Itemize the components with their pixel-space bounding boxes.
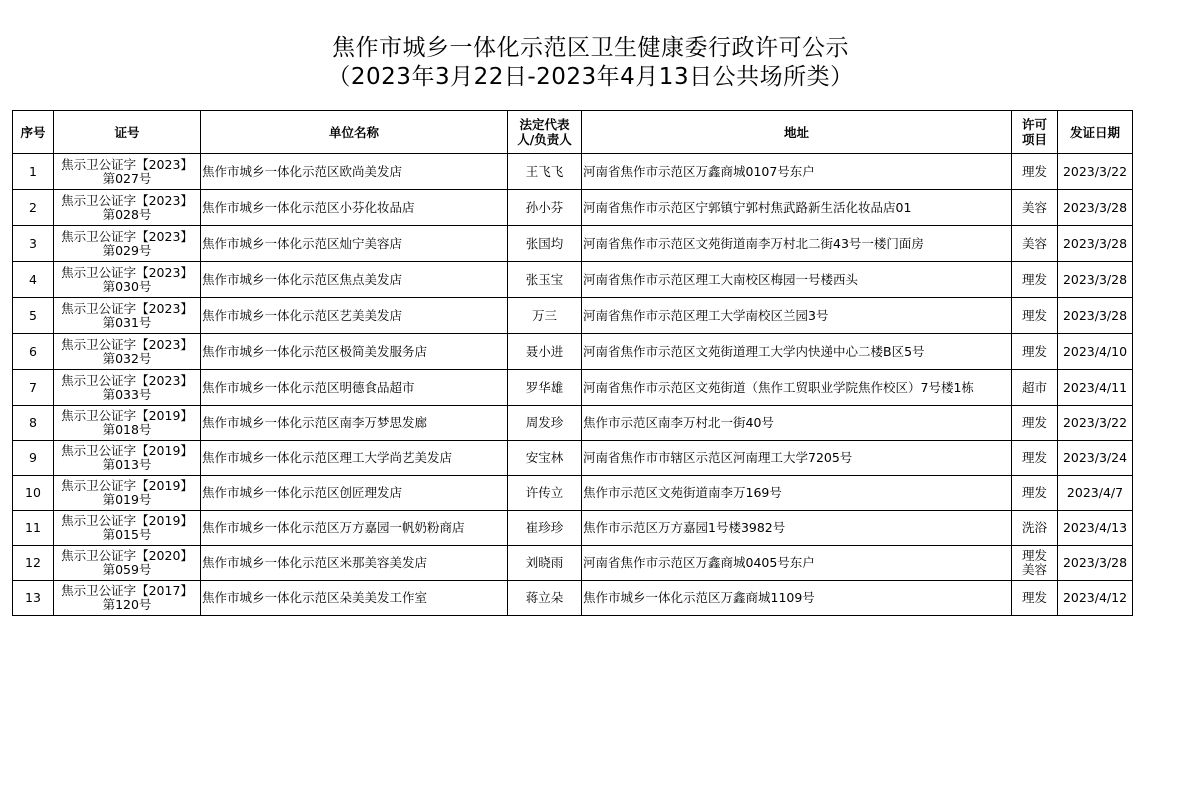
cell-date: 2023/4/13 (1058, 511, 1133, 546)
table-row (13, 476, 1133, 511)
cell-cert-line1: 焦示卫公证字【2023】 (61, 156, 193, 172)
cell-unit: 焦作市城乡一体化示范区朵美美发工作室 (201, 581, 508, 616)
header-type (1012, 111, 1058, 154)
table-row (13, 546, 1133, 581)
cell-person: 罗华雄 (508, 370, 582, 406)
cell-type-line1: 超市 (1021, 379, 1047, 395)
cell-date: 2023/3/24 (1058, 441, 1133, 476)
cell-type-line1: 理发 (1021, 271, 1047, 287)
cell-address: 河南省焦作市示范区宁郭镇宁郭村焦武路新生活化妆品店01 (582, 190, 1012, 226)
cell-type-line1: 理发 (1021, 485, 1047, 500)
cell-cert (54, 190, 201, 226)
cell-date: 2023/3/28 (1058, 546, 1133, 581)
cell-seq: 12 (13, 546, 54, 581)
header-person-line1: 法定代表 (519, 117, 570, 132)
cell-seq: 8 (13, 406, 54, 441)
cell-person: 万三 (508, 298, 582, 334)
cell-person: 许传立 (508, 476, 582, 511)
cell-address: 河南省焦作市示范区万鑫商城0107号东户 (582, 154, 1012, 190)
cell-type-line1: 美容 (1021, 199, 1047, 215)
cell-cert (54, 476, 201, 511)
cell-type (1012, 334, 1058, 370)
cell-type (1012, 262, 1058, 298)
cell-date: 2023/3/22 (1058, 154, 1133, 190)
cell-cert (54, 406, 201, 441)
cell-person: 孙小芬 (508, 190, 582, 226)
header-address: 地址 (582, 111, 1012, 154)
cell-type (1012, 406, 1058, 441)
cell-type-line1: 理发 (1021, 450, 1047, 465)
cell-unit: 焦作市城乡一体化示范区理工大学尚艺美发店 (201, 441, 508, 476)
cell-address: 河南省焦作市市辖区示范区河南理工大学7205号 (582, 441, 1012, 476)
cell-cert-line1: 焦示卫公证字【2023】 (61, 372, 193, 388)
cell-person: 张玉宝 (508, 262, 582, 298)
header-seq: 序号 (13, 111, 54, 154)
cell-cert-line1: 焦示卫公证字【2023】 (61, 192, 193, 208)
cell-type (1012, 546, 1058, 581)
cell-address: 河南省焦作市示范区理工大南校区梅园一号楼西头 (582, 262, 1012, 298)
cell-cert (54, 262, 201, 298)
cell-date: 2023/3/28 (1058, 298, 1133, 334)
cell-type-line2: 美容 (1021, 562, 1047, 577)
cell-address: 河南省焦作市示范区文苑街道理工大学内快递中心二楼B区5号 (582, 334, 1012, 370)
license-table (12, 110, 1133, 616)
table-row (13, 406, 1133, 441)
cell-type-line1: 理发 (1021, 343, 1047, 359)
table-body (13, 154, 1133, 616)
cell-date: 2023/3/22 (1058, 406, 1133, 441)
cell-seq: 2 (13, 190, 54, 226)
cell-cert-line2: 第015号 (102, 527, 152, 542)
cell-address: 焦作市示范区万方嘉园1号楼3982号 (582, 511, 1012, 546)
cell-cert-line2: 第031号 (102, 314, 152, 330)
cell-type (1012, 226, 1058, 262)
cell-unit: 焦作市城乡一体化示范区焦点美发店 (201, 262, 508, 298)
cell-seq: 9 (13, 441, 54, 476)
cell-type (1012, 476, 1058, 511)
cell-type-line1: 理发 (1021, 415, 1047, 430)
header-unit: 单位名称 (201, 111, 508, 154)
cell-cert-line1: 焦示卫公证字【2019】 (61, 513, 193, 528)
cell-cert-line1: 焦示卫公证字【2020】 (61, 548, 193, 563)
cell-cert-line2: 第018号 (102, 422, 152, 437)
cell-cert-line2: 第032号 (102, 350, 152, 366)
cell-date: 2023/4/11 (1058, 370, 1133, 406)
cell-date: 2023/4/7 (1058, 476, 1133, 511)
cell-person: 刘晓雨 (508, 546, 582, 581)
cell-cert-line2: 第059号 (102, 562, 152, 577)
cell-cert-line1: 焦示卫公证字【2023】 (61, 264, 193, 280)
cell-unit: 焦作市城乡一体化示范区万方嘉园一帆奶粉商店 (201, 511, 508, 546)
cell-date: 2023/3/28 (1058, 226, 1133, 262)
cell-cert-line1: 焦示卫公证字【2017】 (61, 583, 193, 598)
table-row (13, 511, 1133, 546)
cell-unit: 焦作市城乡一体化示范区创匠理发店 (201, 476, 508, 511)
table-row (13, 334, 1133, 370)
cell-unit: 焦作市城乡一体化示范区艺美美发店 (201, 298, 508, 334)
cell-cert (54, 511, 201, 546)
table-row (13, 190, 1133, 226)
cell-date: 2023/3/28 (1058, 262, 1133, 298)
cell-person: 安宝林 (508, 441, 582, 476)
cell-type-line1: 理发 (1021, 307, 1047, 323)
cell-address: 河南省焦作市示范区文苑街道南李万村北二街43号一楼门面房 (582, 226, 1012, 262)
cell-type (1012, 370, 1058, 406)
cell-seq: 10 (13, 476, 54, 511)
cell-type-line1: 理发 (1021, 590, 1047, 605)
cell-address: 河南省焦作市示范区理工大学南校区兰园3号 (582, 298, 1012, 334)
cell-cert-line2: 第013号 (102, 457, 152, 472)
cell-date: 2023/4/12 (1058, 581, 1133, 616)
cell-unit: 焦作市城乡一体化示范区小芬化妆品店 (201, 190, 508, 226)
cell-cert (54, 546, 201, 581)
cell-cert (54, 370, 201, 406)
cell-type-line1: 理发 (1021, 548, 1047, 563)
cell-person: 张国均 (508, 226, 582, 262)
cell-cert (54, 226, 201, 262)
cell-unit: 焦作市城乡一体化示范区极简美发服务店 (201, 334, 508, 370)
cell-cert-line1: 焦示卫公证字【2019】 (61, 408, 193, 423)
cell-seq: 11 (13, 511, 54, 546)
cell-unit: 焦作市城乡一体化示范区明德食品超市 (201, 370, 508, 406)
cell-cert-line1: 焦示卫公证字【2023】 (61, 336, 193, 352)
cell-person: 聂小进 (508, 334, 582, 370)
cell-type (1012, 511, 1058, 546)
cell-seq: 5 (13, 298, 54, 334)
cell-cert (54, 298, 201, 334)
cell-seq: 13 (13, 581, 54, 616)
cell-cert (54, 334, 201, 370)
header-person-line2: 人/负责人 (517, 132, 572, 147)
cell-cert-line2: 第027号 (102, 170, 152, 186)
header-person (508, 111, 582, 154)
cell-unit: 焦作市城乡一体化示范区欧尚美发店 (201, 154, 508, 190)
cell-address: 焦作市示范区文苑街道南李万169号 (582, 476, 1012, 511)
cell-cert-line2: 第033号 (102, 386, 152, 402)
cell-seq: 4 (13, 262, 54, 298)
cell-unit: 焦作市城乡一体化示范区米那美容美发店 (201, 546, 508, 581)
cell-type (1012, 581, 1058, 616)
cell-type-line1: 理发 (1021, 163, 1047, 179)
table-row (13, 581, 1133, 616)
cell-unit: 焦作市城乡一体化示范区灿宁美容店 (201, 226, 508, 262)
cell-cert-line2: 第030号 (102, 278, 152, 294)
cell-address: 河南省焦作市示范区万鑫商城0405号东户 (582, 546, 1012, 581)
header-cert: 证号 (54, 111, 201, 154)
cell-person: 蒋立朵 (508, 581, 582, 616)
cell-type (1012, 154, 1058, 190)
cell-person: 王飞飞 (508, 154, 582, 190)
cell-seq: 3 (13, 226, 54, 262)
header-type-line1: 许可 (1021, 117, 1047, 132)
cell-unit: 焦作市城乡一体化示范区南李万梦思发廊 (201, 406, 508, 441)
page-subtitle: （2023年3月22日-2023年4月13日公共场所类） (327, 64, 854, 90)
cell-cert-line2: 第019号 (102, 492, 152, 507)
cell-cert (54, 441, 201, 476)
cell-cert-line1: 焦示卫公证字【2023】 (61, 300, 193, 316)
cell-person: 周发珍 (508, 406, 582, 441)
cell-cert (54, 581, 201, 616)
cell-date: 2023/4/10 (1058, 334, 1133, 370)
table-row (13, 262, 1133, 298)
cell-cert-line1: 焦示卫公证字【2019】 (61, 443, 193, 458)
cell-address: 河南省焦作市示范区文苑街道（焦作工贸职业学院焦作校区）7号楼1栋 (582, 370, 1012, 406)
cell-seq: 7 (13, 370, 54, 406)
cell-date: 2023/3/28 (1058, 190, 1133, 226)
cell-person: 崔珍珍 (508, 511, 582, 546)
cell-seq: 6 (13, 334, 54, 370)
cell-type (1012, 441, 1058, 476)
cell-cert-line2: 第120号 (102, 597, 152, 612)
cell-address: 焦作市示范区南李万村北一街40号 (582, 406, 1012, 441)
page-title-block (0, 34, 1181, 92)
page-title: 焦作市城乡一体化示范区卫生健康委行政许可公示 (332, 35, 849, 61)
cell-cert-line1: 焦示卫公证字【2023】 (61, 228, 193, 244)
cell-type (1012, 190, 1058, 226)
cell-type-line1: 美容 (1021, 235, 1047, 251)
table-row (13, 298, 1133, 334)
cell-cert-line2: 第028号 (102, 206, 152, 222)
table-row (13, 370, 1133, 406)
header-date: 发证日期 (1058, 111, 1133, 154)
cell-cert (54, 154, 201, 190)
table-row (13, 441, 1133, 476)
cell-cert-line2: 第029号 (102, 242, 152, 258)
cell-type-line1: 洗浴 (1021, 520, 1047, 535)
cell-cert-line1: 焦示卫公证字【2019】 (61, 478, 193, 493)
table-row (13, 226, 1133, 262)
table-row (13, 154, 1133, 190)
cell-seq: 1 (13, 154, 54, 190)
table-header-row (13, 111, 1133, 154)
cell-type (1012, 298, 1058, 334)
cell-address: 焦作市城乡一体化示范区万鑫商城1109号 (582, 581, 1012, 616)
header-type-line2: 项目 (1021, 132, 1047, 147)
